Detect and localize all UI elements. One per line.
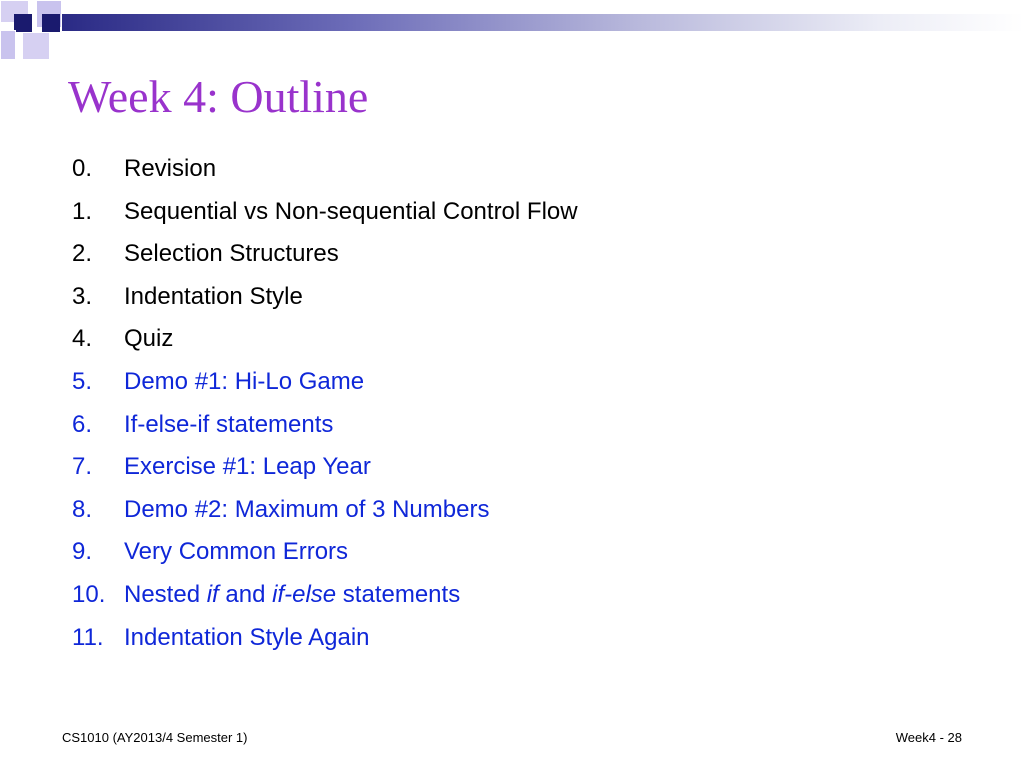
outline-item-2	[72, 237, 578, 280]
outline-item-4	[72, 322, 578, 365]
item-text: Demo #2: Maximum of 3 Numbers	[124, 495, 490, 523]
item-text: Selection Structures	[124, 240, 339, 268]
item-text: Indentation Style Again	[124, 623, 370, 651]
outline-item-1	[72, 195, 578, 238]
item-text: Sequential vs Non-sequential Control Flow	[124, 197, 578, 225]
item-number: 2.	[72, 240, 93, 268]
header-gradient-bar	[62, 14, 1024, 31]
corner-square-light-4	[22, 32, 50, 60]
item-number: 0.	[72, 155, 93, 182]
outline-item-7	[72, 450, 578, 493]
item-number: 6.	[72, 410, 93, 438]
item-text: If-else-if statements	[124, 410, 334, 438]
slide-title: Week 4: Outline	[68, 71, 369, 122]
item-text-part: statements	[336, 580, 461, 608]
item-text: Indentation Style	[124, 282, 303, 310]
outline-list	[72, 152, 578, 663]
item-text: Quiz	[124, 325, 174, 353]
item-number: 1.	[72, 197, 93, 225]
item-text: Demo #1: Hi-Lo Game	[124, 367, 365, 395]
item-number: 8.	[72, 495, 93, 523]
outline-item-11	[72, 621, 578, 664]
outline-item-9	[72, 535, 578, 578]
item-number: 5.	[72, 367, 93, 395]
outline-item-0	[72, 152, 578, 195]
item-text: Revision	[124, 155, 217, 182]
item-number: 7.	[72, 453, 93, 481]
item-number: 4.	[72, 325, 93, 353]
corner-square-light-3	[0, 30, 16, 60]
item-text-part: Nested	[124, 580, 207, 608]
outline-item-6	[72, 408, 578, 451]
item-number: 11.	[72, 623, 104, 651]
item-text-keyword-if-else: if-else	[272, 580, 337, 608]
corner-square-dark	[14, 14, 32, 32]
outline-item-8	[72, 493, 578, 536]
item-number: 10.	[72, 580, 106, 608]
item-text-keyword-if: if	[206, 580, 219, 608]
outline-item-10	[72, 578, 578, 621]
item-text: Very Common Errors	[124, 538, 349, 566]
item-number: 9.	[72, 538, 93, 566]
item-text-part: and	[218, 580, 273, 608]
outline-item-5	[72, 365, 578, 408]
item-number: 3.	[72, 282, 93, 310]
item-text	[124, 578, 460, 612]
outline-item-3	[72, 280, 578, 323]
corner-square-dark-2	[42, 14, 60, 32]
footer-course: CS1010 (AY2013/4 Semester 1)	[62, 730, 248, 745]
item-text: Exercise #1: Leap Year	[124, 453, 371, 481]
footer-page-number: Week4 - 28	[895, 730, 962, 745]
